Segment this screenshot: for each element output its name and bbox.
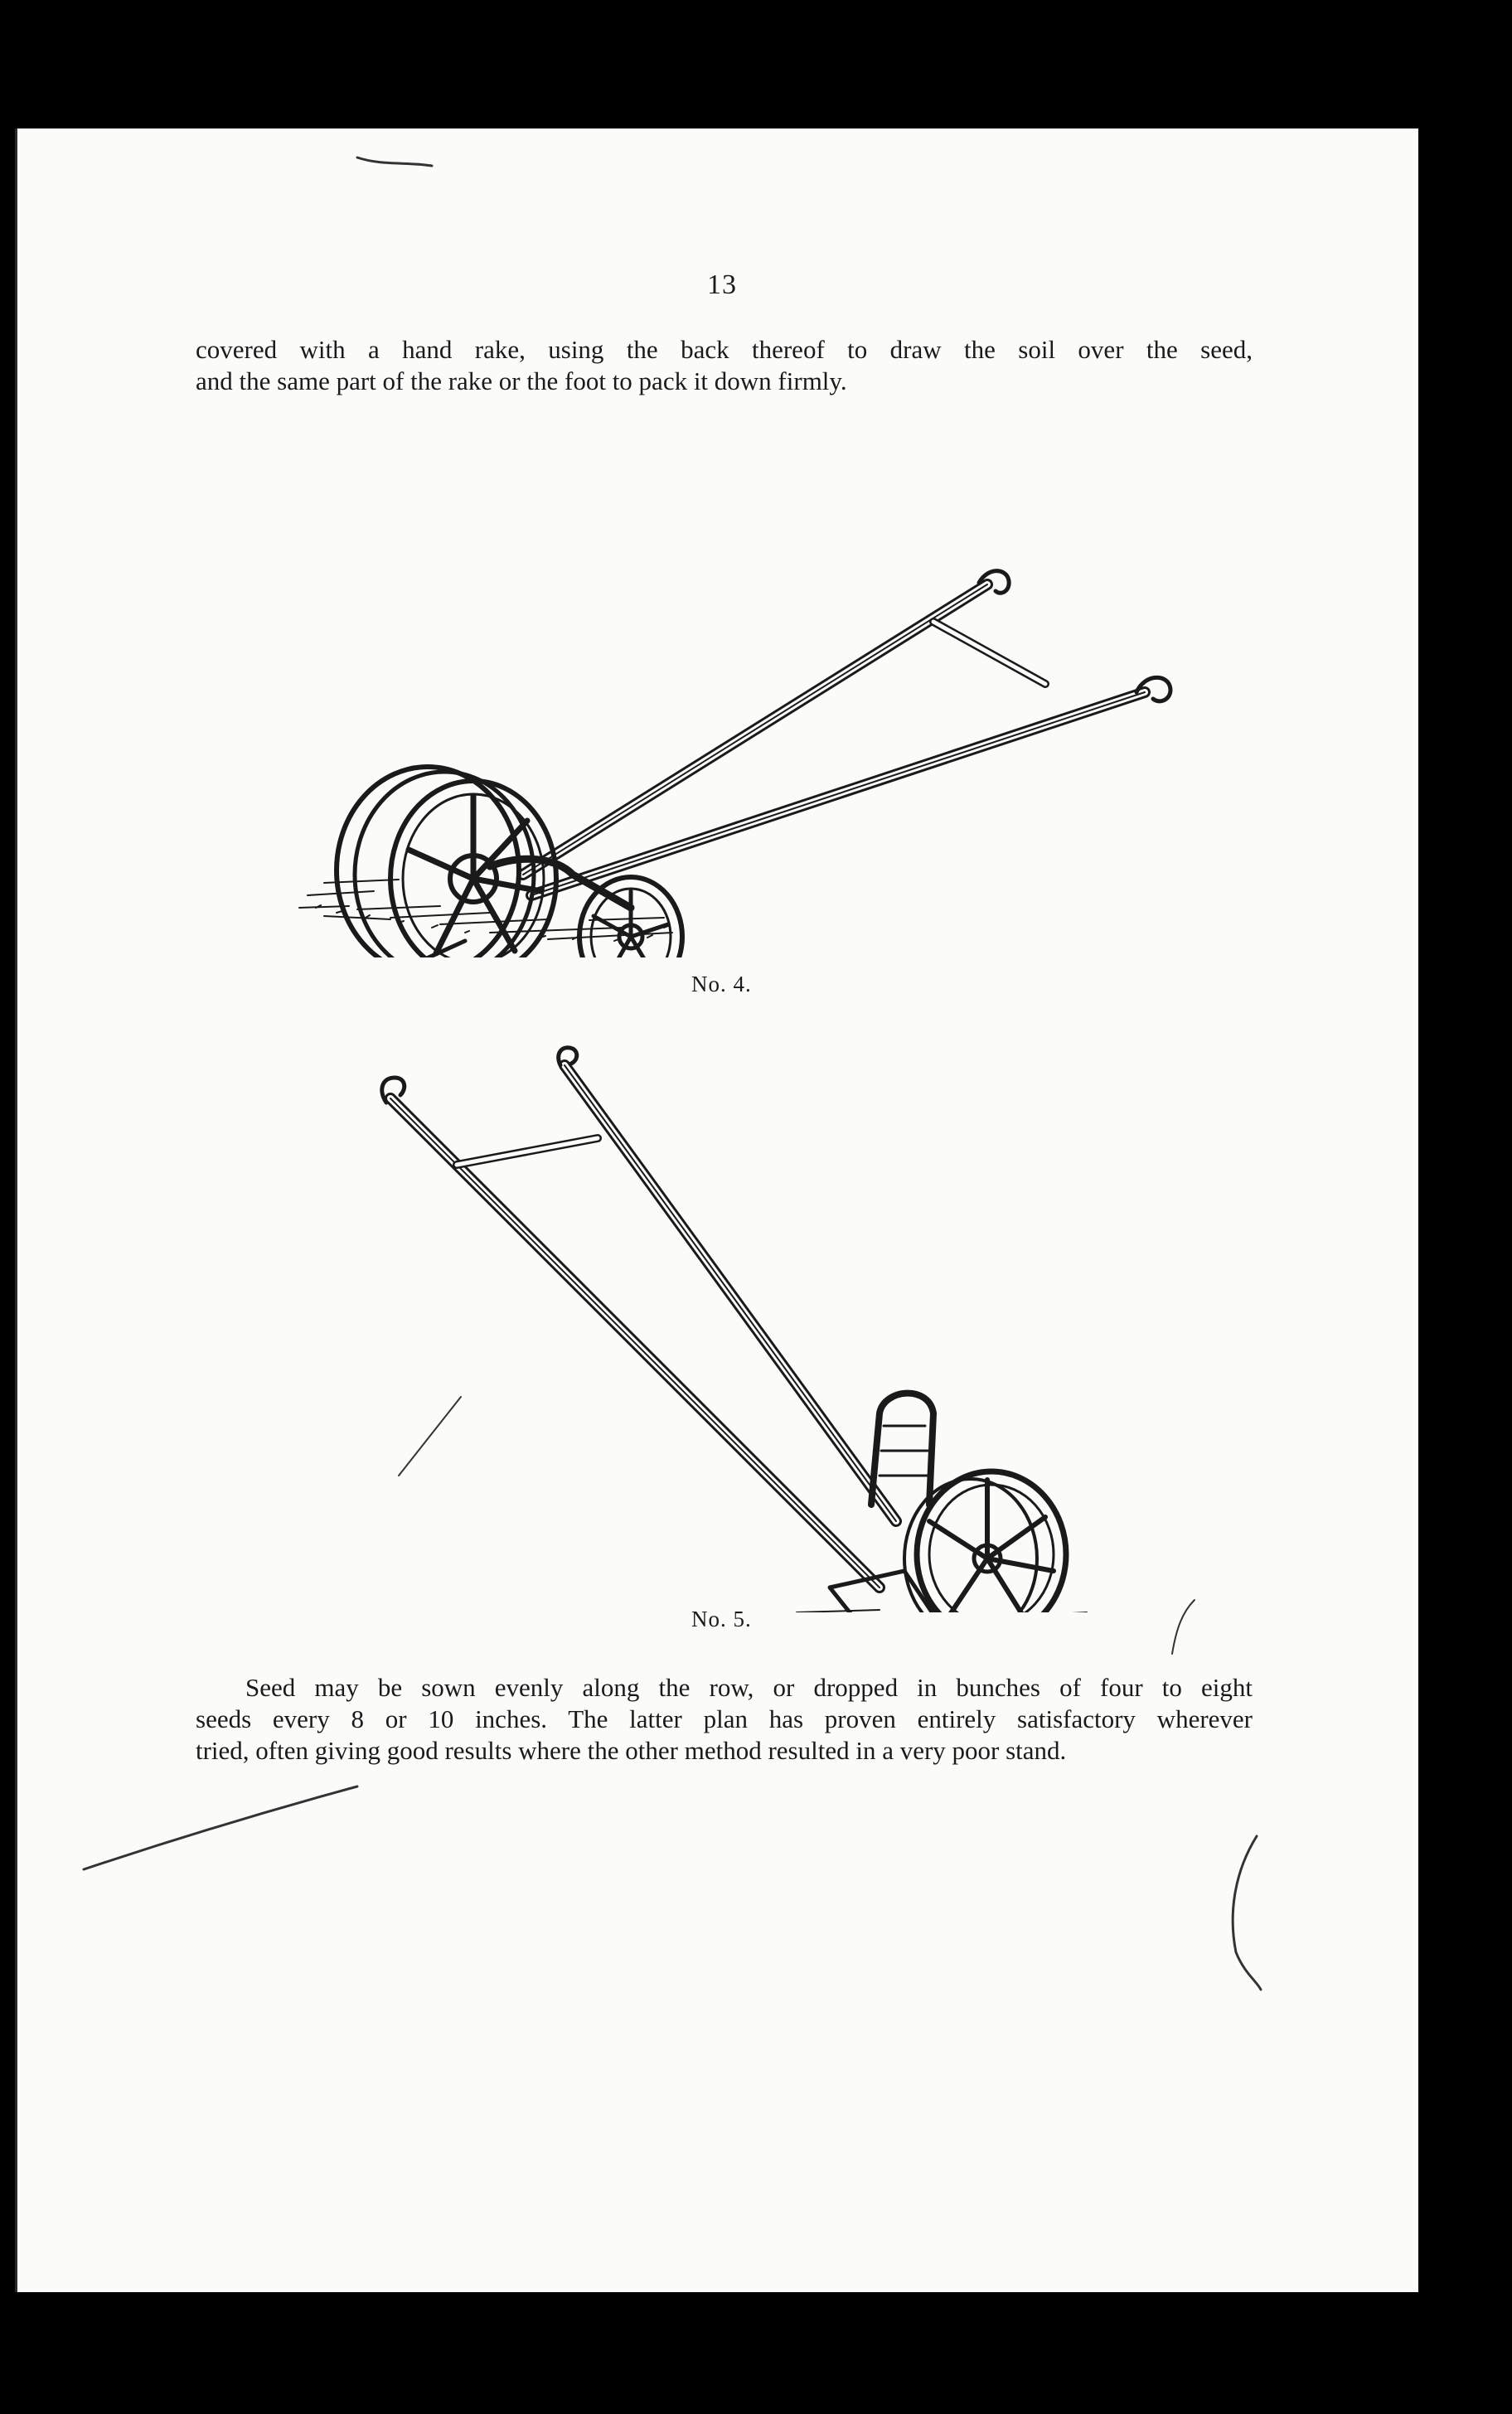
text-line: tried, often giving good results where the other method resulted in a very poor stand. <box>196 1736 1067 1765</box>
text-line: and the same part of the rake or the foot to pack it down firmly. <box>196 366 847 395</box>
figure-caption: No. 5. <box>691 1607 752 1631</box>
scan-marks <box>17 128 1418 2292</box>
text-line: covered with a hand rake, using the back thereof to draw the soil over the seed, <box>196 335 1253 364</box>
text-line: Seed may be sown evenly along the row, or dropped in bunches of four to eight <box>245 1673 1253 1702</box>
book-page <box>15 128 1418 2292</box>
text-line: seeds every 8 or 10 inches. The latter plan has proven entirely satisfactory wherever <box>196 1704 1253 1733</box>
page-number: 13 <box>707 269 737 300</box>
figure-caption: No. 4. <box>691 972 752 996</box>
